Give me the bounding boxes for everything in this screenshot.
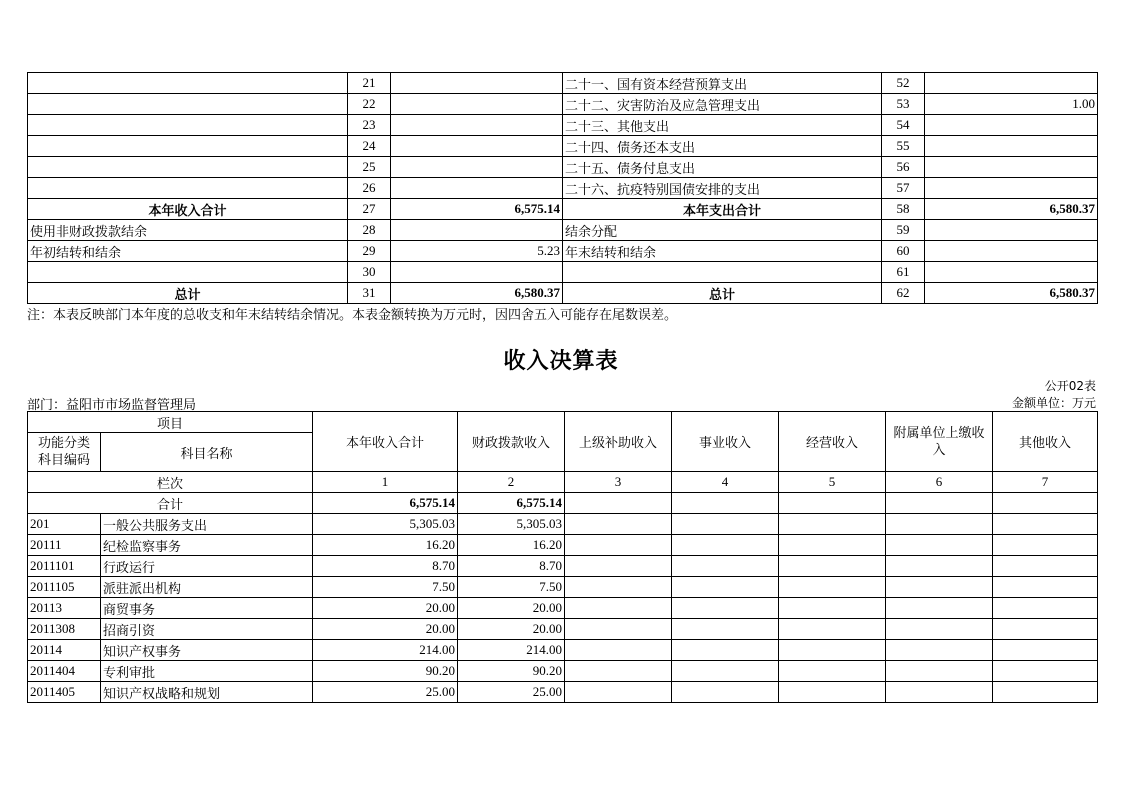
table-note: 注：本表反映部门本年度的总收支和年末结转结余情况。本表金额转换为万元时，因四舍五入可能存在尾数误差。 [27,308,678,323]
subject-name: 专利审批 [101,661,313,682]
amount-cell [886,661,993,682]
left-amount [391,262,563,283]
column-index-row [28,472,1098,493]
subject-code: 20113 [28,598,101,619]
header-name: 科目名称 [101,433,313,472]
right-row-number: 55 [882,136,925,157]
amount-cell [672,577,779,598]
left-row-number: 27 [348,199,391,220]
amount-cell [565,598,672,619]
amount-cell [886,598,993,619]
amount-cell: 16.20 [313,535,458,556]
subject-code: 2011405 [28,682,101,703]
amount-cell [993,640,1098,661]
amount-cell [779,661,886,682]
amount-cell: 7.50 [458,577,565,598]
right-item-label: 二十四、债务还本支出 [563,136,882,157]
right-item-label: 二十一、国有资本经营预算支出 [563,73,882,94]
right-amount [925,262,1098,283]
total-value [779,493,886,514]
summary-row [28,136,1098,157]
left-row-number: 25 [348,157,391,178]
table-row [28,556,1098,577]
total-value [672,493,779,514]
left-item-label [28,157,348,178]
total-label: 合计 [28,493,313,514]
subject-name: 纪检监察事务 [101,535,313,556]
col-header-3: 上级补助收入 [565,412,672,472]
amount-cell [565,514,672,535]
table-row [28,619,1098,640]
summary-row [28,283,1098,304]
amount-cell: 25.00 [313,682,458,703]
right-amount [925,115,1098,136]
subject-name: 派驻派出机构 [101,577,313,598]
column-index: 7 [993,472,1098,493]
amount-cell [565,577,672,598]
column-index-label: 栏次 [28,472,313,493]
right-amount: 6,580.37 [925,199,1098,220]
amount-cell: 214.00 [458,640,565,661]
left-amount [391,220,563,241]
left-amount [391,73,563,94]
left-row-number: 23 [348,115,391,136]
amount-cell [565,682,672,703]
col-header-4: 事业收入 [672,412,779,472]
right-item-label: 年末结转和结余 [563,241,882,262]
amount-cell [886,619,993,640]
amount-cell: 90.20 [313,661,458,682]
summary-row [28,73,1098,94]
amount-cell [993,682,1098,703]
total-value: 6,575.14 [458,493,565,514]
amount-cell: 5,305.03 [313,514,458,535]
subject-code: 201 [28,514,101,535]
column-index: 2 [458,472,565,493]
table-row [28,682,1098,703]
table-row [28,640,1098,661]
left-amount [391,136,563,157]
subject-name: 商贸事务 [101,598,313,619]
left-row-number: 29 [348,241,391,262]
right-item-label [563,262,882,283]
amount-cell [672,556,779,577]
table-row [28,661,1098,682]
col-header-6: 附属单位上缴收入 [886,412,993,472]
right-row-number: 57 [882,178,925,199]
summary-row [28,220,1098,241]
left-row-number: 24 [348,136,391,157]
column-index: 1 [313,472,458,493]
right-row-number: 52 [882,73,925,94]
summary-row [28,157,1098,178]
right-item-label: 总计 [563,283,882,304]
column-index: 4 [672,472,779,493]
right-amount [925,241,1098,262]
subject-code: 2011404 [28,661,101,682]
right-row-number: 58 [882,199,925,220]
summary-row [28,262,1098,283]
amount-unit-label: 金额单位：万元 [1011,396,1096,410]
column-index: 5 [779,472,886,493]
right-item-label: 二十五、债务付息支出 [563,157,882,178]
amount-cell [779,682,886,703]
left-item-label: 年初结转和结余 [28,241,348,262]
right-amount [925,178,1098,199]
header-row-1 [28,412,1098,433]
amount-cell [993,598,1098,619]
table-row [28,514,1098,535]
subject-name: 招商引资 [101,619,313,640]
left-row-number: 30 [348,262,391,283]
amount-cell [886,577,993,598]
right-item-label: 本年支出合计 [563,199,882,220]
right-row-number: 56 [882,157,925,178]
left-item-label [28,262,348,283]
header-item: 项目 [28,412,313,433]
col-header-1: 本年收入合计 [313,412,458,472]
subject-code: 20114 [28,640,101,661]
amount-cell [672,535,779,556]
left-item-label [28,73,348,94]
right-item-label: 二十三、其他支出 [563,115,882,136]
summary-row [28,94,1098,115]
amount-cell [779,514,886,535]
right-item-label: 二十二、灾害防治及应急管理支出 [563,94,882,115]
amount-cell: 20.00 [313,598,458,619]
left-row-number: 28 [348,220,391,241]
left-row-number: 31 [348,283,391,304]
left-item-label [28,115,348,136]
total-value [993,493,1098,514]
left-amount [391,115,563,136]
table-row [28,535,1098,556]
left-amount [391,178,563,199]
col-header-2: 财政拨款收入 [458,412,565,472]
left-row-number: 21 [348,73,391,94]
subject-name: 一般公共服务支出 [101,514,313,535]
amount-cell: 214.00 [313,640,458,661]
amount-cell [779,556,886,577]
amount-cell [886,640,993,661]
amount-cell [993,514,1098,535]
right-row-number: 61 [882,262,925,283]
subject-code: 2011101 [28,556,101,577]
right-amount [925,220,1098,241]
left-item-label [28,136,348,157]
amount-cell: 90.20 [458,661,565,682]
right-row-number: 60 [882,241,925,262]
right-amount [925,136,1098,157]
right-amount [925,157,1098,178]
amount-cell: 20.00 [313,619,458,640]
summary-row [28,241,1098,262]
amount-cell: 20.00 [458,598,565,619]
amount-cell [565,619,672,640]
left-item-label: 总计 [28,283,348,304]
left-item-label [28,94,348,115]
column-index: 3 [565,472,672,493]
amount-cell [993,619,1098,640]
table-row [28,577,1098,598]
left-row-number: 22 [348,94,391,115]
amount-cell [672,514,779,535]
amount-cell [672,682,779,703]
right-row-number: 62 [882,283,925,304]
left-amount: 6,575.14 [391,199,563,220]
right-row-number: 54 [882,115,925,136]
income-table-body [28,412,1098,703]
subject-name: 知识产权战略和规划 [101,682,313,703]
subject-code: 2011105 [28,577,101,598]
right-item-label: 二十六、抗疫特别国债安排的支出 [563,178,882,199]
col-header-5: 经营收入 [779,412,886,472]
header-code: 功能分类 科目编码 [28,433,101,472]
amount-cell: 20.00 [458,619,565,640]
table-row [28,598,1098,619]
amount-cell [565,640,672,661]
amount-cell [779,640,886,661]
left-item-label: 本年收入合计 [28,199,348,220]
left-amount: 6,580.37 [391,283,563,304]
amount-cell [779,619,886,640]
summary-table-body [28,73,1098,304]
department-label: 部门：益阳市市场监督管理局 [27,398,197,413]
amount-cell: 7.50 [313,577,458,598]
left-row-number: 26 [348,178,391,199]
amount-cell [993,577,1098,598]
page-title: 收入决算表 [503,349,619,374]
total-row [28,493,1098,514]
amount-cell [672,598,779,619]
amount-cell: 16.20 [458,535,565,556]
income-table [27,411,1098,703]
right-amount [925,73,1098,94]
total-value: 6,575.14 [313,493,458,514]
amount-cell [886,514,993,535]
right-amount: 6,580.37 [925,283,1098,304]
total-value [565,493,672,514]
public-table-label: 公开02表 [1044,379,1096,393]
amount-cell: 8.70 [458,556,565,577]
amount-cell [565,535,672,556]
amount-cell [993,661,1098,682]
left-amount [391,94,563,115]
summary-table [27,72,1098,304]
summary-row [28,199,1098,220]
amount-cell [993,556,1098,577]
amount-cell [565,661,672,682]
col-header-7: 其他收入 [993,412,1098,472]
amount-cell [779,577,886,598]
right-row-number: 59 [882,220,925,241]
right-amount: 1.00 [925,94,1098,115]
amount-cell: 8.70 [313,556,458,577]
left-amount [391,157,563,178]
amount-cell [672,619,779,640]
amount-cell [779,535,886,556]
subject-code: 2011308 [28,619,101,640]
amount-cell: 25.00 [458,682,565,703]
amount-cell [886,556,993,577]
summary-row [28,115,1098,136]
amount-cell [672,661,779,682]
left-item-label: 使用非财政拨款结余 [28,220,348,241]
right-row-number: 53 [882,94,925,115]
column-index: 6 [886,472,993,493]
amount-cell [886,682,993,703]
right-item-label: 结余分配 [563,220,882,241]
amount-cell [779,598,886,619]
subject-name: 行政运行 [101,556,313,577]
total-value [886,493,993,514]
amount-cell: 5,305.03 [458,514,565,535]
summary-row [28,178,1098,199]
subject-code: 20111 [28,535,101,556]
amount-cell [565,556,672,577]
left-amount: 5.23 [391,241,563,262]
amount-cell [886,535,993,556]
amount-cell [672,640,779,661]
amount-cell [993,535,1098,556]
left-item-label [28,178,348,199]
subject-name: 知识产权事务 [101,640,313,661]
